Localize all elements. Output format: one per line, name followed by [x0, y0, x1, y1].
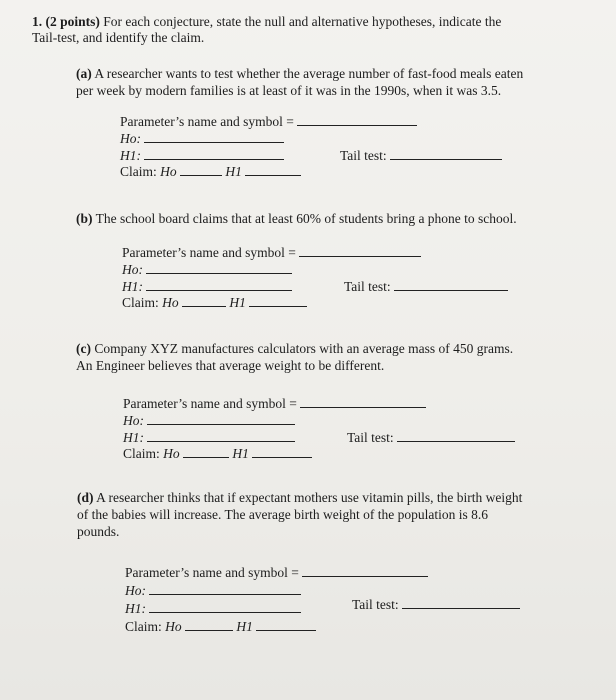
- claim-h1-blank[interactable]: [252, 445, 312, 458]
- tail-blank[interactable]: [402, 596, 520, 609]
- h0-blank[interactable]: [147, 412, 295, 425]
- param-label: Parameter’s name and symbol =: [120, 114, 294, 129]
- h0-blank[interactable]: [149, 582, 301, 595]
- tail-blank[interactable]: [394, 278, 508, 291]
- claim-h1-blank[interactable]: [256, 618, 316, 631]
- claim-h1-blank[interactable]: [245, 163, 301, 176]
- claim-h0-blank[interactable]: [182, 294, 226, 307]
- question-header: [32, 14, 592, 46]
- tail-blank[interactable]: [390, 147, 502, 160]
- claim-h0-blank[interactable]: [183, 445, 229, 458]
- part-c-prompt: (c) Company XYZ manufactures calculators with an average mass of 450 grams. An Engineer believes that average weight to be different.: [76, 341, 514, 373]
- h1-blank[interactable]: [146, 278, 292, 291]
- h1-blank[interactable]: [144, 147, 284, 160]
- h0-label: Ho:: [120, 131, 141, 146]
- tail-label: Tail test:: [340, 148, 387, 163]
- h1-blank[interactable]: [149, 600, 301, 613]
- question-number: 1.: [32, 14, 43, 29]
- param-blank[interactable]: [297, 113, 417, 126]
- param-blank[interactable]: [300, 395, 426, 408]
- h1-label: H1:: [120, 148, 141, 163]
- claim-h0-blank[interactable]: [180, 163, 222, 176]
- claim-h1-blank[interactable]: [249, 294, 307, 307]
- question-points: (2 points): [45, 14, 100, 29]
- param-blank[interactable]: [299, 244, 421, 257]
- param-blank[interactable]: [302, 564, 428, 577]
- part-b-prompt: (b) The school board claims that at least 60% of students bring a phone to school.: [76, 211, 517, 226]
- claim-h0-blank[interactable]: [185, 618, 233, 631]
- worksheet-page: 1. (2 points) For each conjecture, state the null and alternative hypotheses, indicate the Tail-test, and identify the claim. (a) A researcher wants to test whether the average number of fast-food meals eaten per week by modern families is at least of it was in the 1990s, when it was 3.5. Parameter’s name and symbol = Ho: H1: Tail test: Claim: Ho H1 (b) The school board claims that at least 60% of students bring a phone to school. Parameter’s name and symbol = Ho: H1: Tail test: Claim: Ho H1 (c) Company XYZ manufactures calculators with an average mass of 450 grams. An Engineer believes that average weight to be different. Parameter’s name and symbol = Ho: H1: Tail test: Claim: Ho H1 (d) A researcher thinks that if expectant mothers use vitamin pills, the birth weight of the babies will increase. The average birth weight of the population is 8.6 pounds. Parameter’s name and symbol = Ho: H1: Tail test: Claim: Ho H1: [0, 0, 616, 700]
- part-a-prompt: (a) A researcher wants to test whether the average number of fast-food meals eaten per week by modern families is at least of it was in the 1990s, when it was 3.5.: [76, 66, 524, 98]
- question-text-2: Tail-test, and identify the claim.: [32, 30, 205, 45]
- h0-blank[interactable]: [146, 261, 292, 274]
- part-d-prompt: (d) A researcher thinks that if expectant mothers use vitamin pills, the birth weight of the babies will increase. The average birth weight of the population is 8.6 pounds.: [77, 490, 523, 539]
- question-text: For each conjecture, state the null and alternative hypotheses, indicate the: [103, 14, 502, 29]
- h1-blank[interactable]: [147, 429, 295, 442]
- tail-blank[interactable]: [397, 429, 515, 442]
- claim-label: Claim:: [120, 164, 157, 179]
- h0-blank[interactable]: [144, 130, 284, 143]
